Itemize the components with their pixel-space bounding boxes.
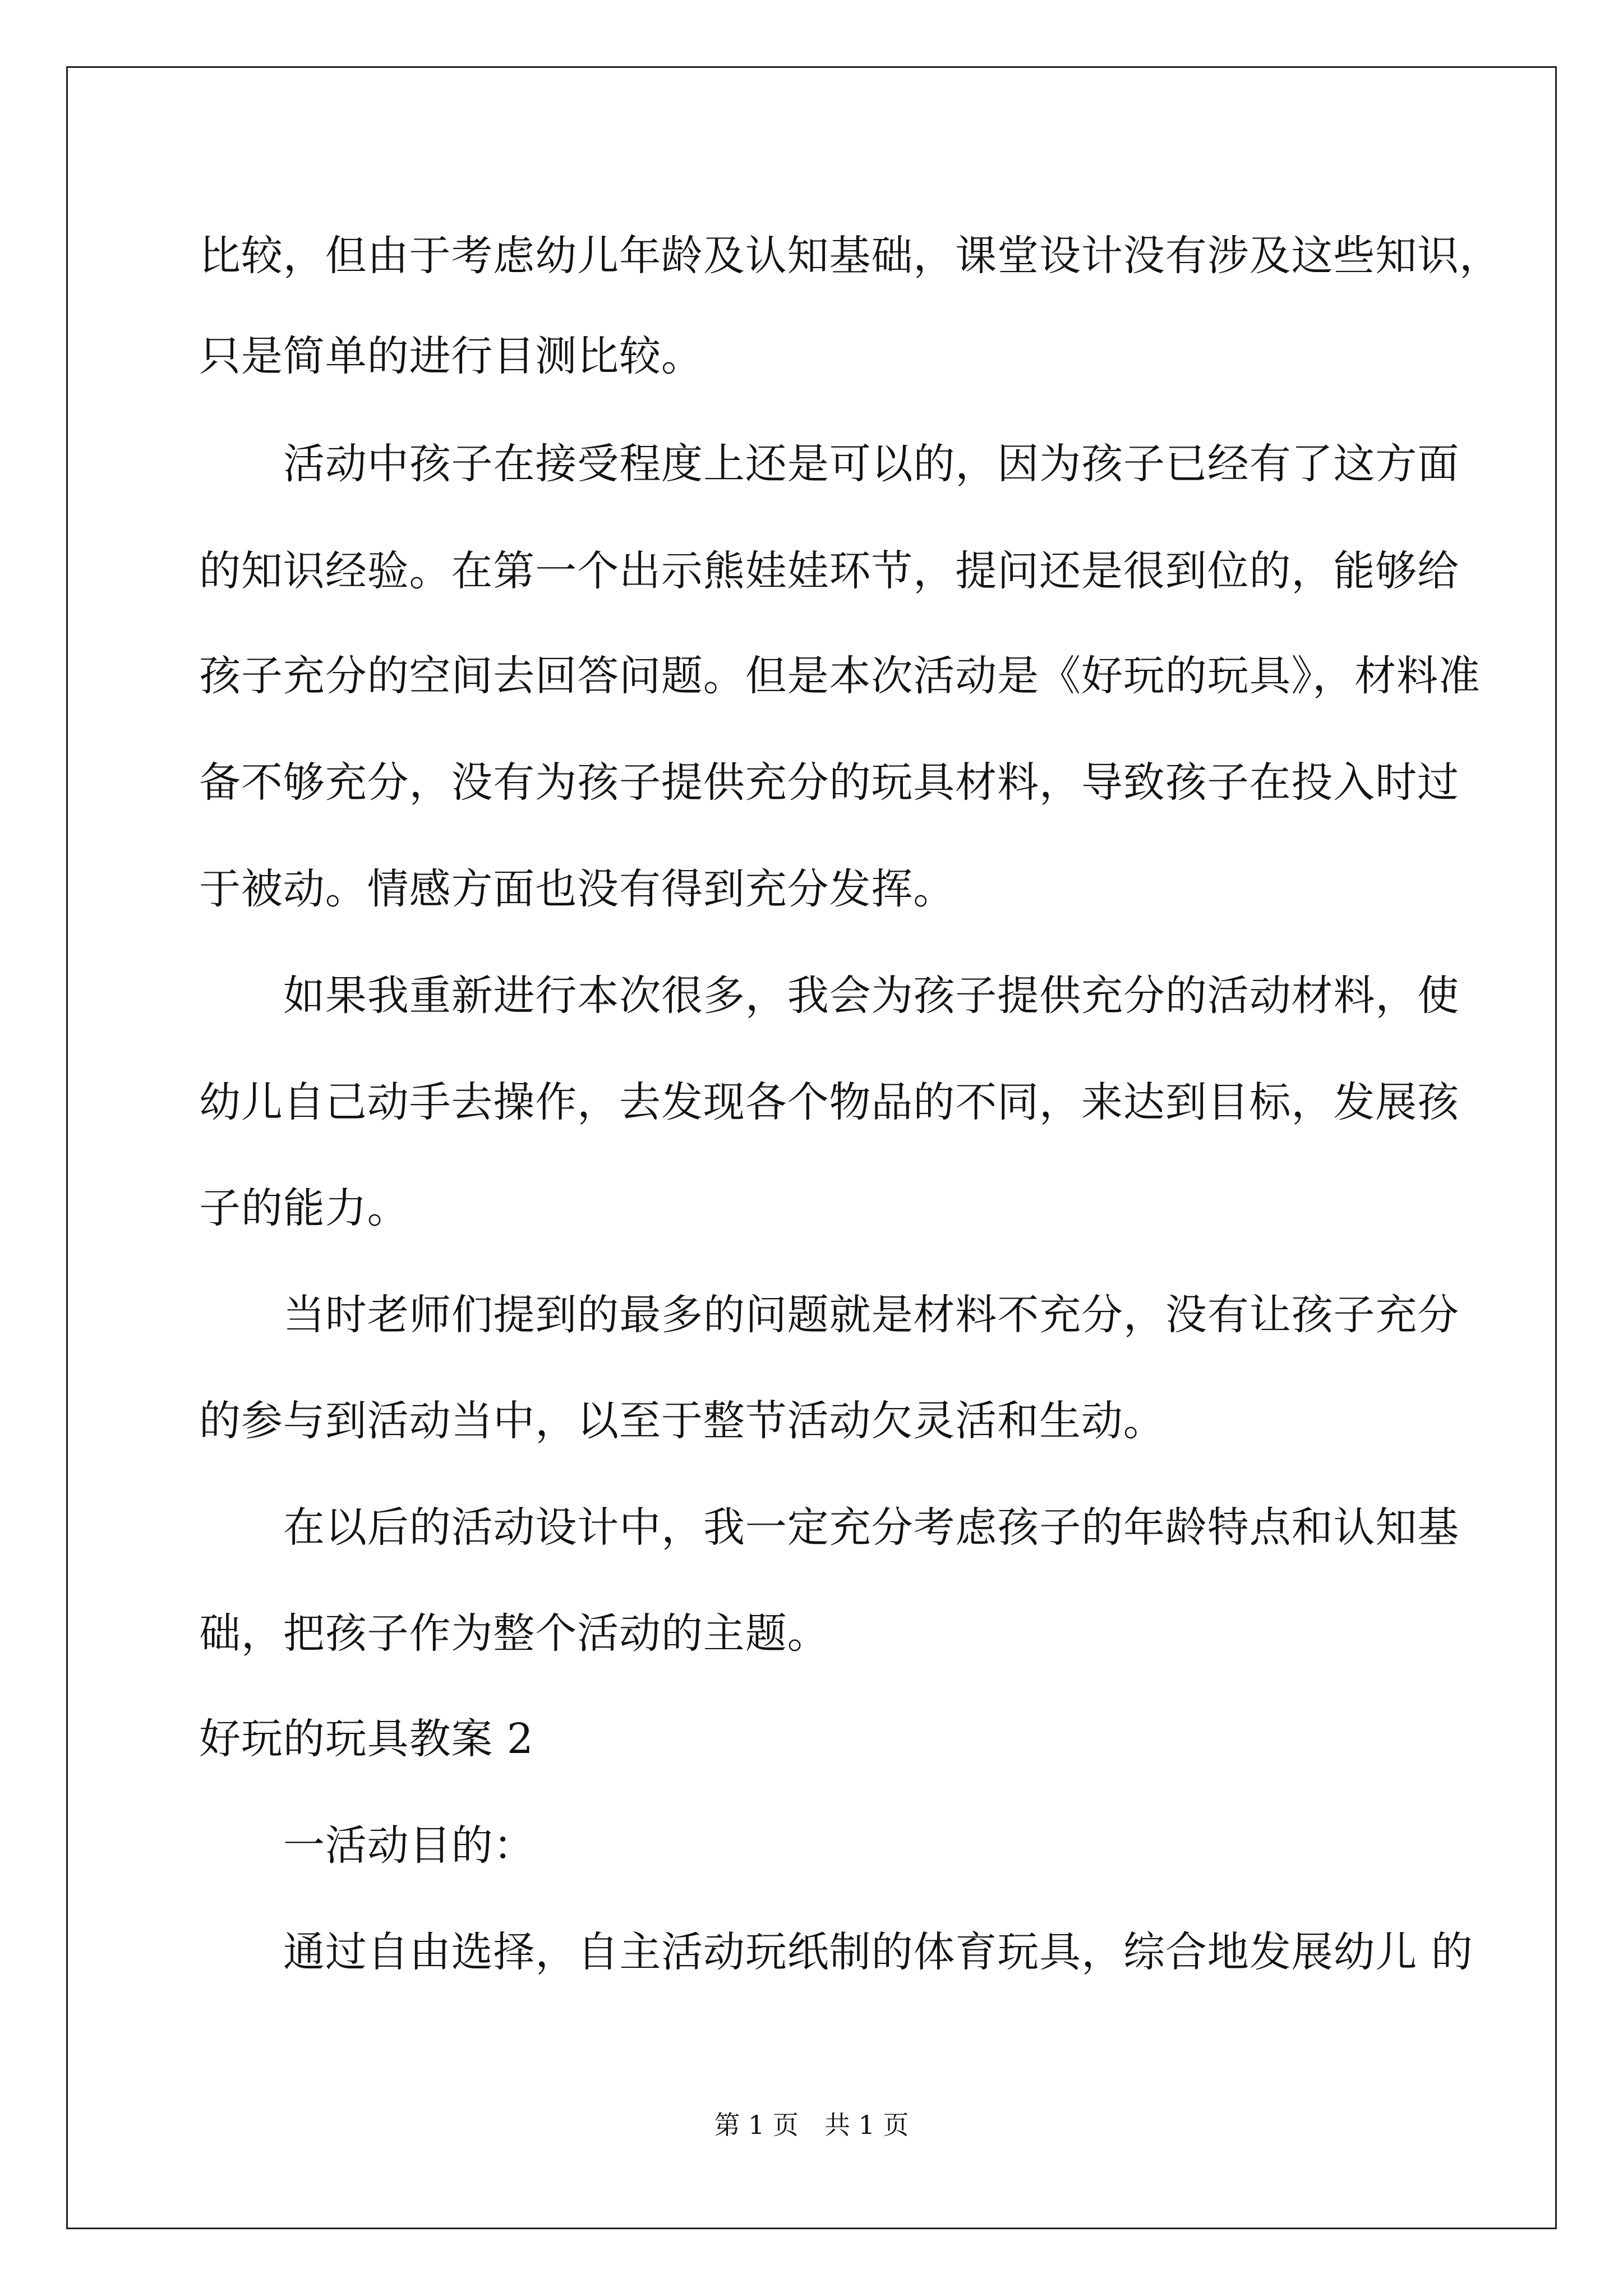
text-line: 孩子充分的空间去回答问题。但是本次活动是《好玩的玩具》，材料准 [199,652,1481,700]
text-line: 一活动目的： [283,1821,536,1870]
text-line: 只是简单的进行目测比较。 [199,332,703,380]
text-line: 活动中孩子在接受程度上还是可以的，因为孩子已经有了这方面 [283,440,1460,488]
text-line: 当时老师们提到的最多的问题就是材料不充分，没有让孩子充分 [283,1291,1460,1339]
text-line: 的知识经验。在第一个出示熊娃娃环节，提问还是很到位的，能够给 [199,547,1459,595]
page-number: 第 1 页 共 1 页 [714,2110,909,2140]
section-heading: 好玩的玩具教案 2 [199,1715,534,1763]
text-line: 幼儿自己动手去操作，去发现各个物品的不同，来达到目标，发展孩 [199,1078,1459,1126]
text-line: 通过自由选择，自主活动玩纸制的体育玩具，综合地发展幼儿 的 [283,1928,1473,1976]
text-line: 础，把孩子作为整个活动的主题。 [199,1609,829,1658]
text-line: 于被动。情感方面也没有得到充分发挥。 [199,865,956,913]
page-border [66,66,1557,2229]
text-line: 在以后的活动设计中，我一定充分考虑孩子的年龄特点和认知基 [283,1503,1460,1552]
text-line: 的参与到活动当中，以至于整节活动欠灵活和生动。 [199,1397,1165,1445]
text-line: 备不够充分，没有为孩子提供充分的玩具材料，导致孩子在投入时过 [199,758,1459,807]
text-line: 如果我重新进行本次很多，我会为孩子提供充分的活动材料，使 [283,972,1460,1020]
text-line: 比较，但由于考虑幼儿年龄及认知基础，课堂设计没有涉及这些知识， [199,232,1501,280]
text-line: 子的能力。 [199,1184,409,1232]
